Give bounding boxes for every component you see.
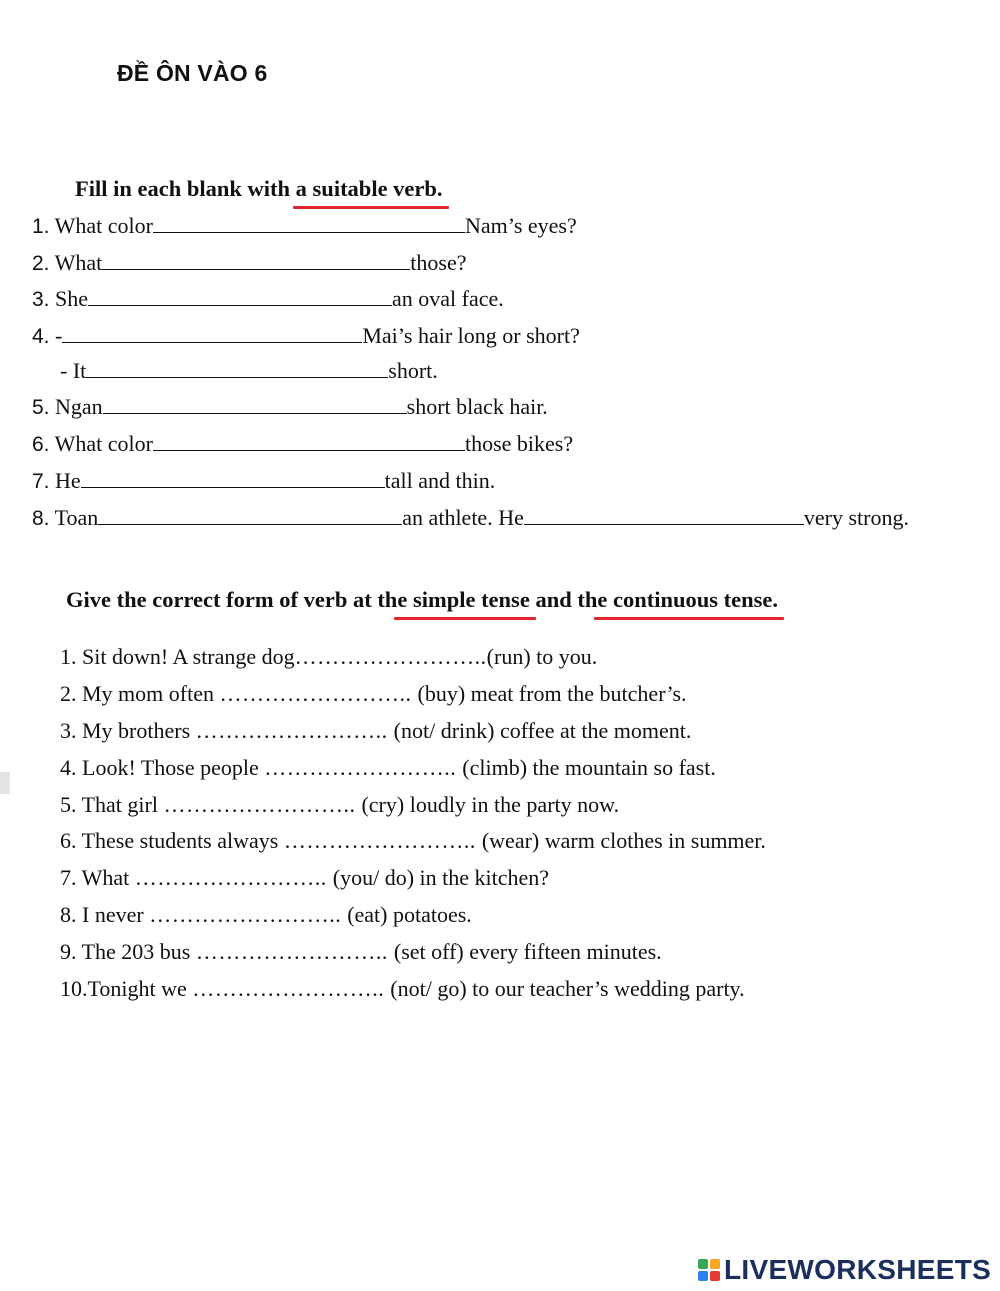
item-number: 6.: [32, 433, 50, 456]
fill-item-3: [32, 286, 504, 313]
answer-blank[interactable]: [103, 395, 407, 414]
item-number: 7.: [32, 470, 50, 493]
liveworksheets-logo: [698, 1254, 991, 1286]
section2-heading-underlined-2: e continuous tense.: [597, 587, 778, 612]
item-prefix: What color: [49, 431, 153, 456]
item-prefix: 2. My mom often: [60, 681, 220, 706]
item-prefix: 8. I never: [60, 902, 150, 927]
answer-dots[interactable]: ……………………..: [283, 828, 482, 853]
verb-item-1: [60, 644, 597, 670]
item-prefix: 1. Sit down! A strange dog: [60, 644, 295, 669]
item-suffix: (run) to you.: [486, 644, 598, 669]
verb-item-10: [60, 976, 745, 1002]
fill-item-7: [32, 468, 495, 495]
item-suffix: (climb) the mountain so fast.: [462, 755, 716, 780]
item-prefix: He: [49, 468, 81, 493]
fill-item-2: [32, 250, 466, 277]
fill-item-5: [32, 394, 548, 421]
verb-item-6: [60, 828, 766, 854]
item-suffix: Nam’s eyes?: [464, 213, 577, 238]
section2-heading-text: Give the correct form of verb at th: [66, 587, 398, 612]
item-suffix: tall and thin.: [384, 468, 496, 493]
verb-item-4: [60, 755, 716, 781]
item-suffix: (not/ drink) coffee at the moment.: [393, 718, 692, 743]
item-prefix: What color: [49, 213, 153, 238]
verb-item-9: [60, 939, 662, 965]
answer-dots[interactable]: ……………………..: [294, 644, 487, 669]
answer-dots[interactable]: ……………………..: [219, 681, 418, 706]
answer-dots[interactable]: ……………………..: [195, 939, 394, 964]
answer-blank[interactable]: [153, 214, 465, 233]
verb-item-2: [60, 681, 687, 707]
item-number: 8.: [32, 507, 50, 530]
item-prefix: -: [49, 323, 63, 348]
answer-blank[interactable]: [86, 359, 388, 378]
logo-square-4: [710, 1271, 720, 1281]
answer-blank[interactable]: [98, 506, 402, 525]
logo-square-1: [698, 1259, 708, 1269]
item-suffix: very strong.: [803, 505, 909, 530]
item-suffix: those?: [410, 250, 467, 275]
item-prefix: She: [49, 286, 89, 311]
item-suffix: (not/ go) to our teacher’s wedding party.: [390, 976, 745, 1001]
answer-blank[interactable]: [62, 324, 362, 343]
answer-dots[interactable]: ……………………..: [134, 865, 333, 890]
item-suffix: those bikes?: [464, 431, 574, 456]
answer-blank[interactable]: [153, 432, 465, 451]
answer-dots[interactable]: ……………………..: [195, 718, 394, 743]
answer-dots[interactable]: ……………………..: [192, 976, 391, 1001]
section1-heading-text: Fill in each blank with: [75, 176, 296, 201]
item-suffix: (eat) potatoes.: [347, 902, 472, 927]
item-suffix: Mai’s hair long or short?: [362, 323, 580, 348]
fill-item-4: [32, 323, 580, 350]
item-suffix: (wear) warm clothes in summer.: [481, 828, 766, 853]
item-suffix: (cry) loudly in the party now.: [361, 792, 620, 817]
logo-grid-icon: [698, 1259, 720, 1281]
item-prefix: Ngan: [49, 394, 103, 419]
page-title: ĐỀ ÔN VÀO 6: [117, 60, 268, 86]
section1-heading: [75, 176, 443, 202]
answer-dots[interactable]: ……………………..: [149, 902, 348, 927]
answer-blank[interactable]: [88, 287, 392, 306]
item-prefix: 10.Tonight we: [60, 976, 193, 1001]
item-suffix: (you/ do) in the kitchen?: [332, 865, 550, 890]
answer-dots[interactable]: ……………………..: [163, 792, 362, 817]
item-prefix: Toan: [49, 505, 99, 530]
item-prefix: 7. What: [60, 865, 135, 890]
answer-blank[interactable]: [102, 251, 410, 270]
verb-item-5: [60, 792, 619, 818]
fill-item-1: [32, 213, 577, 240]
logo-square-3: [698, 1271, 708, 1281]
item-number: 4.: [32, 325, 50, 348]
item-prefix: What: [49, 250, 103, 275]
side-edge-mark: [0, 772, 10, 794]
answer-dots[interactable]: ……………………..: [264, 755, 463, 780]
logo-square-2: [710, 1259, 720, 1269]
item-prefix: 9. The 203 bus: [60, 939, 196, 964]
section2-heading-mid: and th: [529, 587, 598, 612]
item-suffix: short black hair.: [406, 394, 548, 419]
fill-item-6: [32, 431, 573, 458]
verb-item-3: [60, 718, 691, 744]
item-number: 1.: [32, 215, 50, 238]
answer-blank-2[interactable]: [524, 506, 804, 525]
section2-heading: [66, 587, 778, 613]
verb-item-7: [60, 865, 549, 891]
logo-text: LIVEWORKSHEETS: [724, 1254, 992, 1285]
item-number: 2.: [32, 252, 50, 275]
item-suffix: short.: [388, 358, 438, 383]
item-suffix: an oval face.: [392, 286, 504, 311]
item-number: 3.: [32, 288, 50, 311]
item-number: 5.: [32, 396, 50, 419]
item-middle: an athlete. He: [402, 505, 524, 530]
fill-item-8: [32, 505, 909, 532]
section1-heading-underlined: a suitable verb.: [295, 176, 443, 201]
item-prefix: 6. These students always: [60, 828, 284, 853]
item-suffix: (buy) meat from the butcher’s.: [417, 681, 687, 706]
item-prefix: 3. My brothers: [60, 718, 196, 743]
item-prefix: 4. Look! Those people: [60, 755, 265, 780]
section2-heading-underlined-1: e simple tense: [397, 587, 530, 612]
fill-item-4-answer: [60, 358, 438, 384]
item-prefix: - It: [60, 358, 87, 383]
item-suffix: (set off) every fifteen minutes.: [393, 939, 662, 964]
verb-item-8: [60, 902, 472, 928]
item-prefix: 5. That girl: [60, 792, 164, 817]
answer-blank[interactable]: [81, 469, 385, 488]
